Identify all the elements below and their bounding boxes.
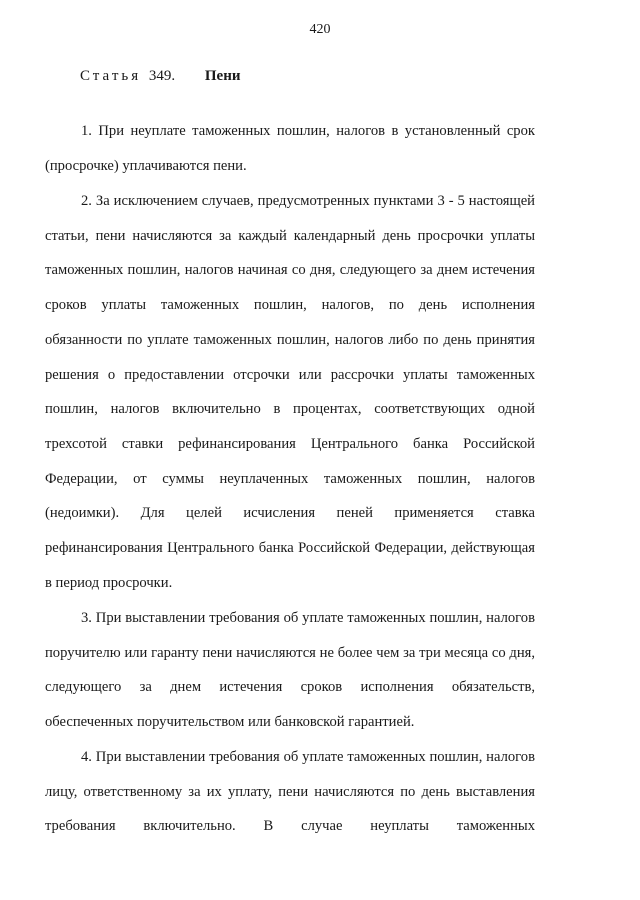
article-label: Статья	[80, 68, 142, 84]
page-number: 420	[309, 22, 331, 37]
paragraph-3: 3. При выставлении требования об уплате таможенных пошлин, налогов поручителю или гаранту пени начисляются не более чем за три месяца со дня, следующего за днем истечения сроков исполнения обязательств, обеспеченных поручительством или банковской гарантией.	[45, 610, 535, 731]
paragraph-2: 2. За исключением случаев, предусмотренных пунктами 3 - 5 настоящей статьи, пени начисляются за каждый календарный день просрочки уплаты таможенных пошлин, налогов начиная со дня, следующего за днем истечения сроков уплаты таможенных пошлин, налогов, по день исполнения обязанности по уплате таможенных пошлин, налогов либо по день принятия решения о предоставлении отсрочки или рассрочки уплаты таможенных пошлин, налогов включительно в процентах, соответствующих одной трехсотой ставки рефинансирования Центрального банка Российской Федерации, от суммы неуплаченных таможенных пошлин, налогов (недоимки). Для целей исчисления пеней применяется ставка рефинансирования Центрального банка Российской Федерации, действующая в период просрочки.	[45, 193, 535, 591]
paragraph-1: 1. При неуплате таможенных пошлин, налогов в установленный срок (просрочке) уплачиваются пени.	[45, 123, 535, 174]
paragraph-2-block	[45, 184, 535, 600]
article-title: Пени	[204, 68, 241, 84]
paragraph-4-block	[45, 740, 535, 844]
paragraph-1-block	[45, 114, 535, 183]
paragraph-3-block	[45, 601, 535, 740]
paragraph-4: 4. При выставлении требования об уплате таможенных пошлин, налогов лицу, ответственному за их уплату, пени начисляются по день выставления требования включительно. В случае неуплаты таможенных	[45, 749, 535, 835]
article-heading	[80, 68, 241, 85]
article-number: 349.	[148, 68, 176, 84]
